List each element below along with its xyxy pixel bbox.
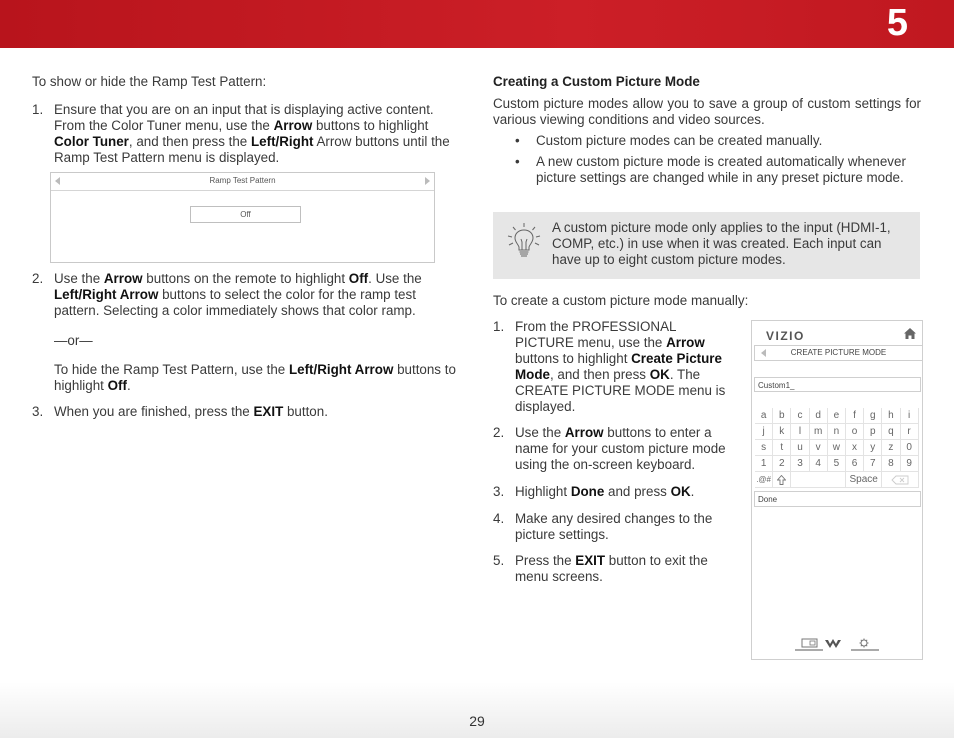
step-number: 4. — [493, 511, 505, 526]
keyboard-row — [755, 424, 919, 440]
step-text: buttons to highlight — [515, 351, 632, 366]
key[interactable]: p — [864, 424, 882, 440]
left-column-lower — [32, 271, 462, 420]
step-bold: Off — [348, 271, 369, 286]
bullet-item — [493, 154, 921, 186]
step-text: Arrow buttons until the Ramp Test Pattern menu is displayed. — [54, 134, 450, 165]
tip-note-text: A custom picture mode only applies to the input (HDMI-1, COMP, etc.) in use when it was created. Each input can have up to eight custom picture modes. — [552, 220, 891, 267]
step-number: 3. — [32, 404, 44, 419]
shift-arrow-icon — [777, 475, 786, 485]
right-column — [493, 74, 921, 186]
key[interactable]: d — [810, 408, 828, 424]
step-text: Use the — [515, 425, 565, 440]
key[interactable]: c — [791, 408, 809, 424]
step-text: To hide the Ramp Test Pattern, use the — [54, 362, 289, 377]
bullet-text: Custom picture modes can be created manually. — [536, 133, 823, 148]
backspace-key[interactable] — [882, 472, 918, 488]
key[interactable]: m — [810, 424, 828, 440]
key[interactable]: a — [755, 408, 773, 424]
section-paragraph: Custom picture modes allow you to save a group of custom settings for various viewing conditions and video sources. — [493, 96, 921, 127]
vizio-v-icon[interactable] — [825, 639, 841, 648]
key[interactable]: s — [755, 440, 773, 456]
key[interactable]: g — [864, 408, 882, 424]
step-text: buttons to enter a name for your custom picture mode using the on-screen keyboard. — [515, 425, 726, 472]
step-text: Press the — [515, 553, 576, 568]
menu-title-bar — [51, 173, 434, 191]
key[interactable]: b — [773, 408, 791, 424]
step-bold: OK — [649, 367, 670, 382]
create-step-4 — [493, 511, 733, 543]
key[interactable]: 9 — [901, 456, 919, 472]
key[interactable]: x — [846, 440, 864, 456]
key[interactable]: 5 — [828, 456, 846, 472]
step-1 — [32, 102, 462, 166]
left-column — [32, 74, 462, 166]
done-button[interactable]: Done — [754, 491, 921, 507]
page-footer — [0, 682, 954, 738]
key[interactable]: 0 — [901, 440, 919, 456]
lightbulb-icon — [507, 222, 541, 262]
bullet-item — [493, 133, 921, 149]
tip-note-box — [493, 212, 920, 279]
hide-instruction — [54, 362, 462, 394]
bullet-dot: • — [515, 133, 520, 148]
step-number: 3. — [493, 484, 505, 499]
menu-title: CREATE PICTURE MODE — [790, 348, 887, 357]
manual-intro — [493, 293, 921, 309]
menu-bottom-icons — [794, 637, 880, 651]
input-icon[interactable] — [795, 639, 823, 650]
key[interactable]: q — [882, 424, 900, 440]
section-heading: Creating a Custom Picture Mode — [493, 74, 700, 89]
step-number: 5. — [493, 553, 505, 568]
create-steps — [493, 319, 733, 585]
step-text: button. — [283, 404, 328, 419]
shift-key[interactable] — [773, 472, 791, 488]
backspace-icon — [891, 475, 909, 485]
step-bold: Left/Right Arrow — [288, 362, 394, 377]
step-number: 1. — [493, 319, 505, 334]
step-bold: Left/Right Arrow — [54, 287, 159, 302]
create-step-1 — [493, 319, 733, 415]
symbols-key[interactable]: .@# — [755, 472, 773, 488]
keyboard-row — [755, 440, 919, 456]
key[interactable]: n — [828, 424, 846, 440]
key[interactable]: l — [791, 424, 809, 440]
step-bold: EXIT — [575, 553, 606, 568]
menu-title-bar — [754, 345, 923, 361]
step-number: 1. — [32, 102, 44, 117]
step-text: . — [126, 378, 131, 393]
step-text: . — [690, 484, 695, 499]
step-text: , and then press — [549, 367, 650, 382]
key[interactable]: j — [755, 424, 773, 440]
step-text: When you are finished, press the — [54, 404, 254, 419]
key[interactable]: 1 — [755, 456, 773, 472]
key[interactable]: 3 — [791, 456, 809, 472]
step-3 — [32, 404, 462, 420]
key[interactable]: v — [810, 440, 828, 456]
space-key[interactable]: Space — [846, 472, 882, 488]
create-picture-mode-screenshot — [751, 320, 923, 660]
key[interactable]: 6 — [846, 456, 864, 472]
settings-gear-icon[interactable] — [851, 639, 879, 651]
keyboard-row — [755, 472, 919, 488]
key[interactable]: i — [901, 408, 919, 424]
step-bold: Arrow — [564, 425, 604, 440]
step-bold: Arrow — [666, 335, 705, 350]
step-text: buttons to highlight — [54, 362, 456, 393]
key[interactable]: y — [864, 440, 882, 456]
step-text: buttons to highlight — [312, 118, 429, 133]
bullet-text: A new custom picture mode is created automatically whenever picture settings are changed while in any preset picture mode. — [536, 154, 906, 185]
step-text: and press — [604, 484, 671, 499]
on-screen-keyboard — [755, 408, 919, 488]
step-text: buttons to select the color for the ramp test pattern. Selecting a color immediately shows that color ramp. — [54, 287, 416, 318]
off-option[interactable]: Off — [190, 206, 301, 223]
key[interactable]: 7 — [864, 456, 882, 472]
page-number: 29 — [469, 713, 485, 729]
step-text: . The CREATE PICTURE MODE menu is displayed. — [515, 367, 726, 414]
step-bold: Arrow — [273, 118, 313, 133]
step-bold: OK — [670, 484, 691, 499]
home-icon[interactable] — [904, 328, 916, 339]
key[interactable]: h — [882, 408, 900, 424]
step-text: , and then press the — [128, 134, 251, 149]
vizio-logo: VIZIO — [766, 329, 805, 343]
step-text: Use the — [54, 271, 104, 286]
key[interactable]: 4 — [810, 456, 828, 472]
key[interactable]: f — [846, 408, 864, 424]
keyboard-row — [755, 408, 919, 424]
keyboard-row — [755, 456, 919, 472]
step-bold: EXIT — [253, 404, 284, 419]
chapter-number: 5 — [886, 2, 908, 44]
key[interactable]: w — [828, 440, 846, 456]
key[interactable]: z — [882, 440, 900, 456]
right-arrow-icon — [425, 177, 430, 185]
step-text: button to exit the menu screens. — [515, 553, 708, 584]
key[interactable]: o — [846, 424, 864, 440]
key[interactable]: 8 — [882, 456, 900, 472]
create-step-3 — [493, 484, 733, 500]
manual-intro-text: To create a custom picture mode manually: — [493, 293, 749, 308]
intro-text: To show or hide the Ramp Test Pattern: — [32, 74, 267, 89]
step-2 — [32, 271, 462, 394]
key[interactable]: 2 — [773, 456, 791, 472]
step-text: buttons on the remote to highlight — [142, 271, 349, 286]
step-number: 2. — [32, 271, 44, 286]
step-bold: Done — [570, 484, 605, 499]
key[interactable]: t — [773, 440, 791, 456]
step-text: From the PROFESSIONAL PICTURE menu, use the — [515, 319, 676, 350]
key[interactable]: u — [791, 440, 809, 456]
key[interactable]: e — [828, 408, 846, 424]
step-bold: Create Picture Mode — [515, 351, 722, 382]
step-number: 2. — [493, 425, 505, 440]
step-bold: Color Tuner — [54, 134, 129, 149]
step-bold: Off — [107, 378, 127, 393]
ramp-test-pattern-screenshot — [50, 172, 435, 263]
or-separator: —or— — [54, 333, 93, 348]
step-text: Ensure that you are on an input that is displaying active content. From the Color Tuner menu, use the — [54, 102, 434, 133]
key[interactable]: k — [773, 424, 791, 440]
step-text: Make any desired changes to the picture settings. — [515, 511, 713, 542]
menu-title: Ramp Test Pattern — [209, 176, 276, 185]
bullet-dot: • — [515, 154, 520, 169]
create-step-5 — [493, 553, 733, 585]
key[interactable]: r — [901, 424, 919, 440]
step-bold: Left/Right — [250, 134, 314, 149]
create-step-2 — [493, 425, 733, 473]
step-text: . Use the — [368, 271, 422, 286]
chapter-header-bar — [0, 0, 954, 48]
step-text: Highlight — [515, 484, 571, 499]
name-input[interactable]: Custom1_ — [754, 377, 921, 392]
blank-key[interactable] — [791, 472, 846, 488]
step-bold: Arrow — [103, 271, 143, 286]
